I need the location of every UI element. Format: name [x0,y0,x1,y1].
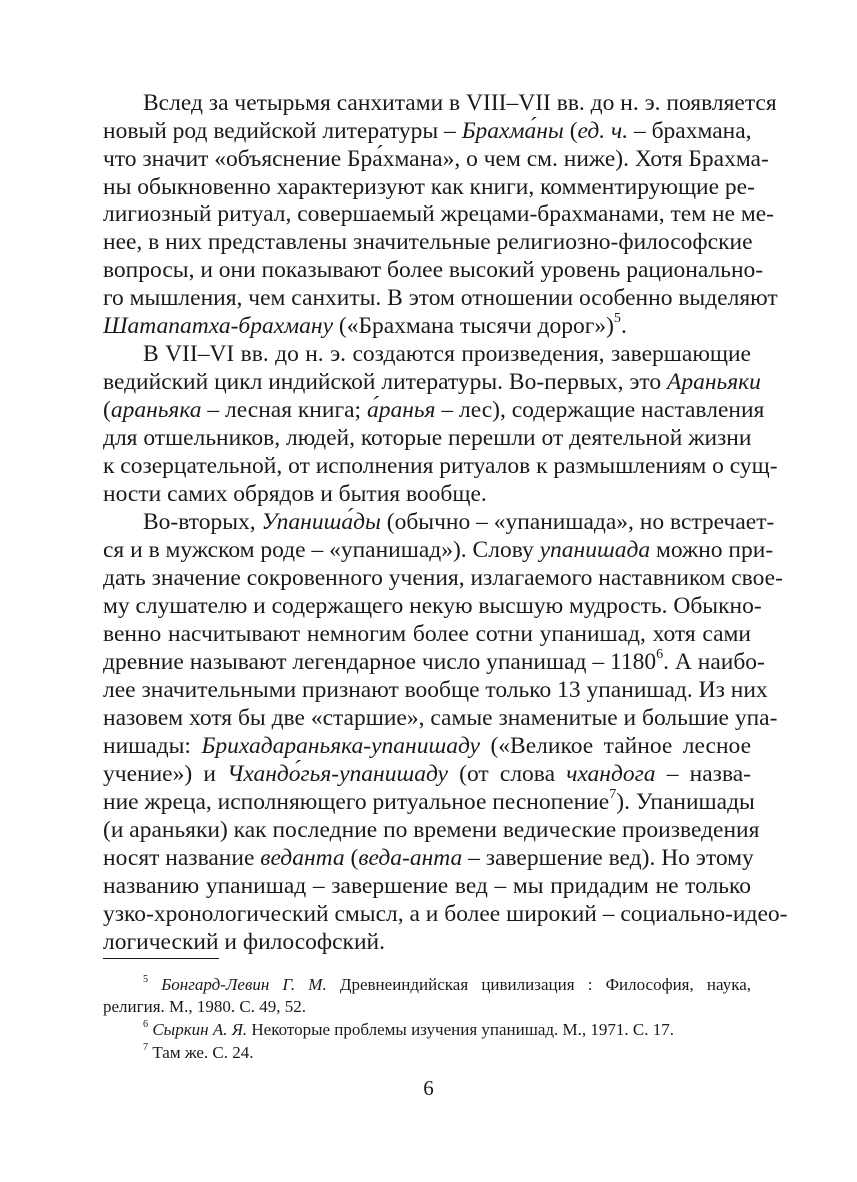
text-line: назовем хотя бы две «старшие», самые знаменитые и большие упа- [103,705,778,731]
text-line: логический и философский. [103,929,385,955]
term-brahmany: Брахма́ны [461,118,564,144]
text-line: нее, в них представлены значительные религиозно-философские [103,229,753,255]
term-upanishada: упанишада [539,537,651,563]
text-line: лигиозный ритуал, совершаемый жрецами-брахманами, тем не ме- [103,201,774,227]
text-line: ся и в мужском роде – «упанишад»). Слову упанишада можно при- [103,537,774,563]
text-line: древние называют легендарное число упанишад – 1180$^6$. А наибо- [103,646,765,675]
text-line: что значит «объяснение Бра́хмана», о чем см. ниже). Хотя Брахма- [103,146,769,172]
text-line: му слушателю и содержащего некую высшую мудрость. Обыкно- [103,593,762,619]
footnote-5-cont: религия. М., 1980. С. 49, 52. [103,997,306,1016]
footnote-separator [103,958,219,959]
term-veda-anta: веда-анта [358,845,463,871]
term-chandogya: Чхандо́гья-упанишаду [227,761,448,787]
text-line: новый род ведийской литературы – Брахма́ны (ед. ч. – брахмана, [103,118,752,144]
text-line: носят название веданта (веда-анта – завершение вед). Но этому [103,845,754,871]
footnote-6: $^6$ Сыркин А. Я. Некоторые проблемы изучения упанишад. М., 1971. С. 17. [143,1018,674,1039]
term-aranyaka: араньяка [110,397,202,423]
page-number: 6 [423,1076,434,1100]
term-chandoga: чхандога [566,761,656,787]
term-aranyaki: Араньяки [667,369,761,395]
abbrev-singular: ед. ч. [577,118,629,144]
text-line: Вслед за четырьмя санхитами в VIII–VII вв. до н. э. появляется [143,90,777,116]
footnote-author: Бонгард-Левин Г. М. [161,975,327,994]
text-line: ние жреца, исполняющего ритуальное песнопение$^7$). Упанишады [103,786,755,815]
term-vedanta: веданта [260,845,345,871]
text-line: нишады: Брихадараньяка-упанишаду («Великое тайное лесное [103,733,752,759]
text-line: венно насчитывают немногим более сотни упанишад, хотя сами [103,621,751,647]
footnote-ref-6[interactable]: 6 [656,646,664,663]
term-aranya: а́ранья [366,397,436,423]
text-line: дать значение сокровенного учения, излагаемого наставником свое- [103,565,783,591]
text-line: го мышления, чем санхиты. В этом отношении особенно выделяют [103,285,778,311]
text-line: лее значительными признают вообще только 13 упанишад. Из них [103,677,768,703]
text-line: вопросы, и они показывают более высокий уровень рационально- [103,257,764,283]
term-upanishady: Упаниша́ды [261,509,381,535]
footnote-ref-7[interactable]: 7 [609,786,617,803]
text-line: ности самих обрядов и бытия вообще. [103,481,487,507]
term-shatapatha: Шатапатха-брахману [103,313,334,339]
text-line: к созерцательной, от исполнения ритуалов к размышлениям о сущ- [103,453,778,479]
term-brihadaranyaka: Брихадараньяка-упанишаду [201,733,480,759]
text-line: (араньяка – лесная книга; а́ранья – лес), содержащие наставления [103,397,765,423]
footnote-ref-5[interactable]: 5 [613,310,621,327]
text-line: Шатапатха-брахману («Брахмана тысячи дорог»)$^5$. [103,310,627,339]
text-line: В VII–VI вв. до н. э. создаются произведения, завершающие [143,341,751,367]
footnote-7: $^7$ Там же. С. 24. [143,1041,254,1062]
text-line: ны обыкновенно характеризуют как книги, комментирующие ре- [103,174,755,200]
text-line: Во-вторых, Упаниша́ды (обычно – «упанишада», но встречает- [143,509,775,535]
text-line: узко-хронологический смысл, а и более широкий – социально-идео- [103,901,788,927]
text-line: названию упанишад – завершение вед – мы придадим не только [103,873,751,899]
text-line: учение») и Чхандо́гья-упанишаду (от слова чхандога – назва- [103,761,751,787]
footnote-5: $^5$ Бонгард-Левин Г. М. Древнеиндийская цивилизация : Философия, наука, [143,973,752,994]
text-line: ведийский цикл индийской литературы. Во-первых, это Араньяки [103,369,761,395]
text-line: для отшельников, людей, которые перешли от деятельной жизни [103,425,752,451]
text-line: (и араньяки) как последние по времени ведические произведения [103,817,760,843]
footnote-author: Сыркин А. Я. [152,1020,248,1039]
